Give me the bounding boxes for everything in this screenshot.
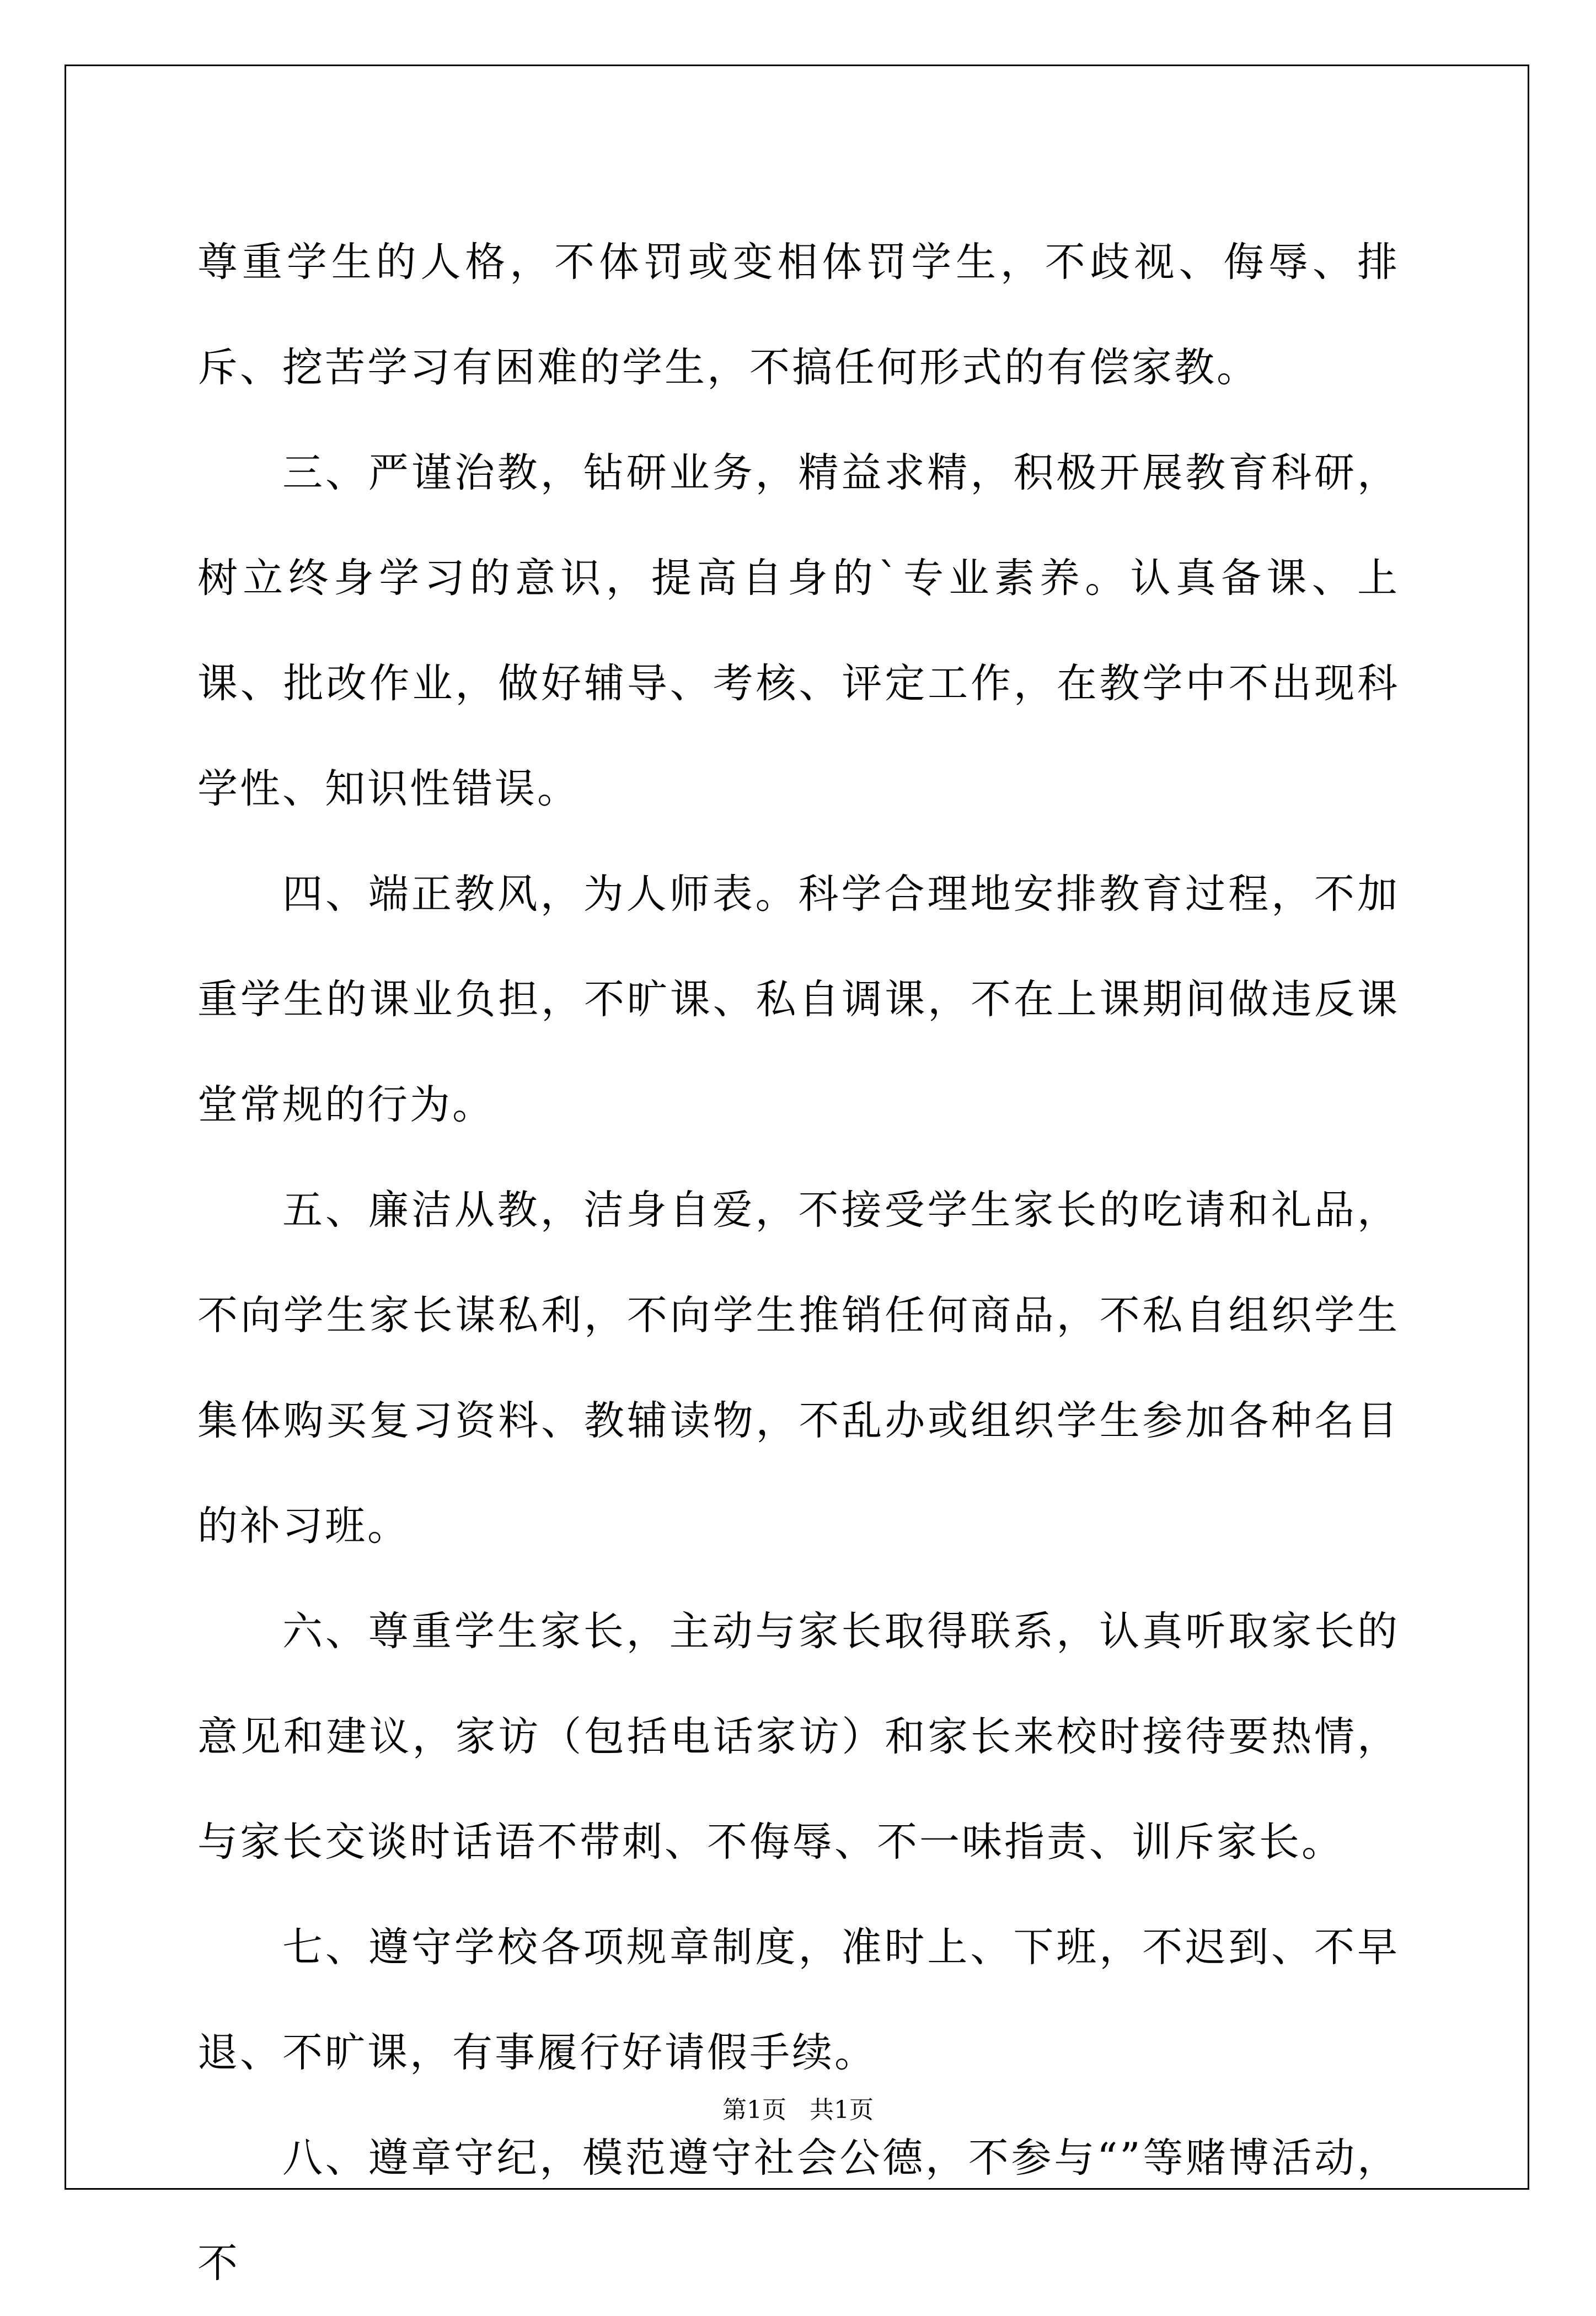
paragraph-1: 尊重学生的人格，不体罚或变相体罚学生，不歧视、侮辱、排斥、挖苦学习有困难的学生，不搞任何形式的有偿家教。 bbox=[197, 239, 1400, 391]
document-body bbox=[197, 210, 1400, 2316]
page-total: 共1页 bbox=[809, 2096, 874, 2124]
paragraph-7: 八、遵章守纪，模范遵守社会公德，不参与“”等赌博活动，不 bbox=[197, 2135, 1400, 2287]
page-footer bbox=[0, 2090, 1596, 2125]
paragraph-5: 六、尊重学生家长，主动与家长取得联系，认真听取家长的意见和建议，家访（包括电话家访）和家长来校时接待要热情，与家长交谈时话语不带刺、不侮辱、不一味指责、训斥家长。 bbox=[197, 1608, 1400, 1865]
paragraph-2: 三、严谨治教，钻研业务，精益求精，积极开展教育科研，树立终身学习的意识，提高自身的`专业素养。认真备课、上课、批改作业，做好辅导、考核、评定工作，在教学中不出现科学性、知识性错误。 bbox=[197, 449, 1400, 812]
page-number: 第1页 bbox=[722, 2096, 787, 2124]
paragraph-6: 七、遵守学校各项规章制度，准时上、下班，不迟到、不早退、不旷课，有事履行好请假手续。 bbox=[197, 1924, 1400, 2076]
paragraph-3: 四、端正教风，为人师表。科学合理地安排教育过程，不加重学生的课业负担，不旷课、私自调课，不在上课期间做违反课堂常规的行为。 bbox=[197, 871, 1400, 1128]
paragraph-4: 五、廉洁从教，洁身自爱，不接受学生家长的吃请和礼品，不向学生家长谋私利，不向学生推销任何商品，不私自组织学生集体购买复习资料、教辅读物，不乱办或组织学生参加各种名目的补习班。 bbox=[197, 1187, 1400, 1550]
